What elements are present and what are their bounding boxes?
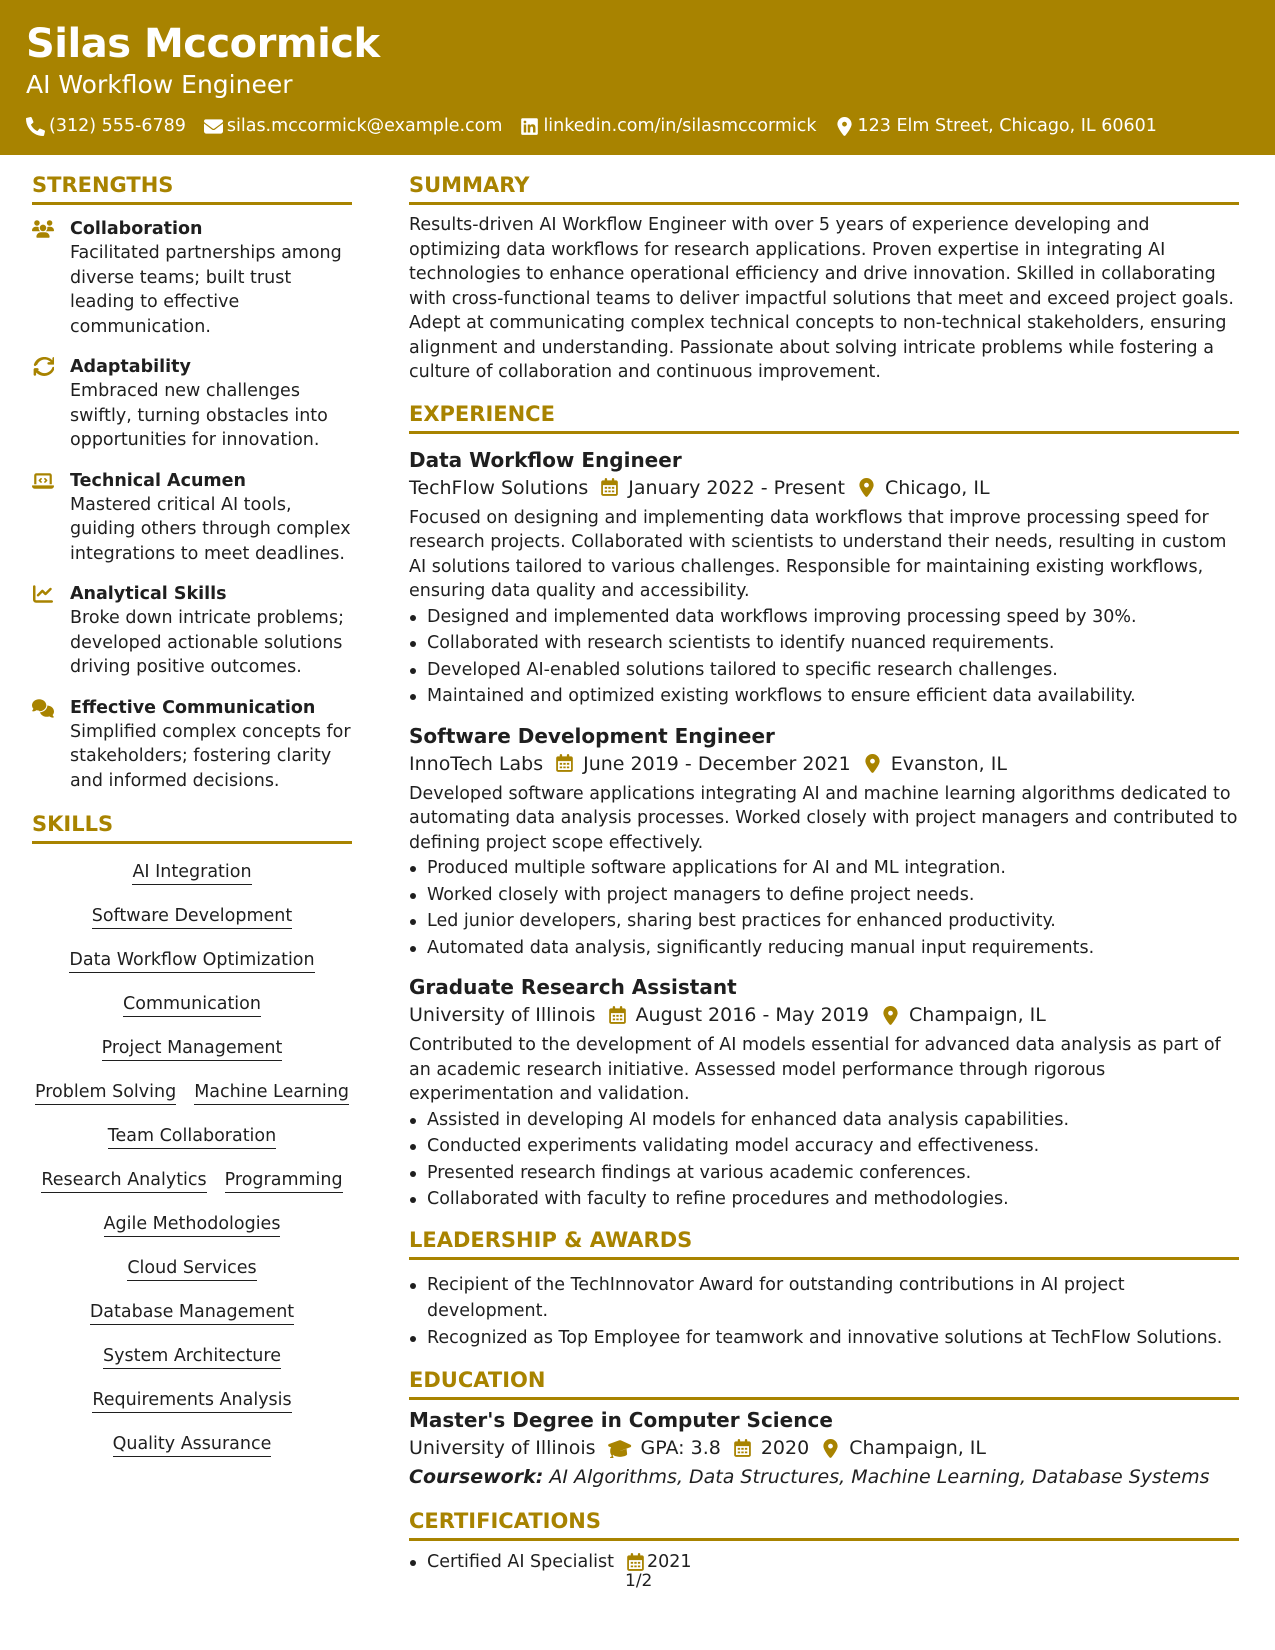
job-bullets [409, 855, 1239, 961]
cert-name: Certified AI Specialist [427, 1552, 614, 1572]
job-title: AI Workflow Engineer [26, 70, 293, 99]
education-location: Champaign, IL [849, 1437, 987, 1459]
comments-icon [32, 698, 54, 718]
job-position: Graduate Research Assistant [409, 975, 737, 999]
job-company: TechFlow Solutions [409, 476, 589, 499]
job-meta [409, 1001, 1239, 1029]
strength-item [32, 469, 352, 567]
skill-tag: Project Management [102, 1036, 283, 1061]
job-dates: June 2019 - December 2021 [583, 752, 851, 775]
users-icon [32, 219, 54, 239]
list-item: Designed and implemented data workflows improving processing speed by 30%. [409, 604, 1239, 631]
calendar-icon [626, 1553, 645, 1572]
job-description: Developed software applications integrating AI and machine learning algorithms dedicated to automating data analysis processes. Worked closely with project managers and contributed to defining project scope effectively. [409, 783, 1238, 853]
job-position: Software Development Engineer [409, 723, 775, 748]
contact-email[interactable] [204, 114, 503, 138]
job-bullets [409, 1107, 1239, 1213]
skills-list [32, 860, 352, 1457]
strength-item [32, 582, 352, 680]
map-pin-icon [857, 478, 876, 497]
address-text: 123 Elm Street, Chicago, IL 60601 [857, 116, 1157, 136]
job-entry [409, 973, 1239, 1213]
skill-tag: System Architecture [103, 1344, 281, 1369]
job-dates: August 2016 - May 2019 [635, 1004, 870, 1026]
strength-title: Technical Acumen [70, 470, 246, 491]
coursework-label: Coursework: [409, 1466, 544, 1488]
list-item: Recipient of the TechInnovator Award for outstanding contributions in AI project development. [409, 1272, 1239, 1325]
list-item: Produced multiple software applications for AI and ML integration. [409, 855, 1239, 882]
linkedin-icon [520, 117, 539, 136]
list-item: Worked closely with project managers to define project needs. [409, 882, 1239, 909]
job-location: Champaign, IL [909, 1004, 1046, 1026]
strength-desc: Mastered critical AI tools, guiding others through complex integrations to meet deadlines. [70, 494, 351, 564]
strength-item [32, 355, 352, 453]
job-entry [409, 446, 1239, 710]
education-meta [409, 1434, 1239, 1462]
job-meta [409, 750, 1239, 778]
skills-heading: SKILLS [32, 809, 352, 844]
map-pin-icon [821, 1439, 840, 1458]
calendar-icon [608, 1006, 627, 1025]
skill-tag: Quality Assurance [113, 1432, 272, 1457]
education-gpa: GPA: 3.8 [640, 1437, 721, 1459]
strength-title: Adaptability [70, 357, 191, 377]
job-entry [409, 722, 1239, 962]
calendar-icon [600, 478, 619, 497]
job-location: Chicago, IL [884, 476, 990, 499]
coursework-text: AI Algorithms, Data Structures, Machine Learning, Database Systems [549, 1466, 1210, 1488]
list-item: Conducted experiments validating model accuracy and effectiveness. [409, 1133, 1239, 1160]
strength-desc: Facilitated partnerships among diverse teams; built trust leading to effective communication. [70, 243, 342, 337]
skill-tag: Requirements Analysis [92, 1388, 291, 1413]
list-item: Led junior developers, sharing best practices for enhanced productivity. [409, 908, 1239, 935]
job-meta [409, 474, 1239, 502]
list-item: Collaborated with faculty to refine procedures and methodologies. [409, 1186, 1239, 1213]
strength-title: Analytical Skills [70, 584, 227, 604]
summary-text: Results-driven AI Workflow Engineer with over 5 years of experience developing and optimizing data workflows for research applications. Proven expertise in integrating AI technologies to enhance operational efficiency and drive innovation. Skilled in collaborating with cross-functional teams to deliver impactful solutions that meet and exceed project goals. Adept at communicating complex technical concepts to non-technical stakeholders, ensuring alignment and understanding. Passionate about solving intricate problems while fostering a culture of collaboration and continuous improvement. [409, 215, 1234, 382]
skill-tag: Machine Learning [194, 1080, 349, 1105]
phone-text: (312) 555-6789 [49, 116, 186, 136]
list-item: Collaborated with research scientists to identify nuanced requirements. [409, 630, 1239, 657]
left-column [32, 170, 352, 1457]
strength-item [32, 696, 352, 794]
contact-phone[interactable] [26, 114, 186, 138]
candidate-name: Silas Mccormick [26, 21, 380, 67]
list-item: Assisted in developing AI models for enhanced data analysis capabilities. [409, 1107, 1239, 1134]
strength-item [32, 217, 352, 339]
right-column [409, 170, 1239, 1576]
calendar-icon [555, 754, 574, 773]
skill-tag: Programming [225, 1168, 343, 1193]
strength-desc: Embraced new challenges swiftly, turning obstacles into opportunities for innovation. [70, 381, 328, 450]
strengths-heading: STRENGTHS [32, 170, 352, 205]
list-item: Presented research findings at various academic conferences. [409, 1160, 1239, 1187]
job-position: Data Workflow Engineer [409, 447, 682, 472]
education-year: 2020 [760, 1437, 810, 1459]
skill-tag: Research Analytics [41, 1168, 206, 1193]
job-description: Focused on designing and implementing data workflows that improve processing speed for research projects. Collaborated with scientists to understand their needs, resulting in custom AI solutions tailored to various challenges. Responsible for maintaining existing workflows, ensuring data quality and accessibility. [409, 507, 1227, 601]
sync-icon [32, 357, 54, 377]
skill-tag: Team Collaboration [108, 1124, 276, 1149]
strength-desc: Broke down intricate problems; developed actionable solutions driving positive outcomes. [70, 608, 344, 677]
skill-tag: AI Integration [132, 860, 251, 885]
contact-bar [26, 114, 1249, 138]
skill-tag: Database Management [90, 1300, 294, 1325]
list-item [409, 1549, 1239, 1576]
page-number: 1/2 [625, 1571, 653, 1591]
education-school: University of Illinois [409, 1437, 596, 1459]
graduation-cap-icon [608, 1439, 632, 1458]
contact-linkedin[interactable] [520, 114, 816, 138]
header [0, 0, 1275, 155]
linkedin-text: linkedin.com/in/silasmccormick [543, 116, 817, 136]
email-text: silas.mccormick@example.com [226, 116, 503, 136]
summary-heading: SUMMARY [409, 170, 1239, 205]
list-item: Maintained and optimized existing workflows to ensure efficient data availability. [409, 683, 1239, 710]
skill-tag: Problem Solving [35, 1080, 176, 1105]
education-degree: Master's Degree in Computer Science [409, 1408, 833, 1432]
list-item: Automated data analysis, significantly reducing manual input requirements. [409, 935, 1239, 962]
map-pin-icon [835, 117, 854, 136]
chart-line-icon [32, 584, 54, 604]
contact-address [835, 114, 1157, 138]
job-bullets [409, 604, 1239, 710]
calendar-icon [733, 1439, 752, 1458]
education-heading: EDUCATION [409, 1365, 1239, 1400]
job-company: University of Illinois [409, 1004, 596, 1026]
list-item: Recognized as Top Employee for teamwork and innovative solutions at TechFlow Solutions. [409, 1325, 1239, 1352]
skill-tag: Cloud Services [127, 1256, 256, 1281]
skill-tag: Software Development [92, 904, 293, 929]
certifications-heading: CERTIFICATIONS [409, 1506, 1239, 1541]
job-location: Evanston, IL [890, 752, 1007, 775]
phone-icon [26, 117, 45, 136]
certifications-list [409, 1549, 1239, 1576]
job-company: InnoTech Labs [409, 752, 544, 775]
strength-title: Effective Communication [70, 697, 316, 718]
list-item: Developed AI-enabled solutions tailored to specific research challenges. [409, 657, 1239, 684]
job-description: Contributed to the development of AI models essential for advanced data analysis as part of an academic research initiative. Assessed model performance through rigorous experimentation and validation. [409, 1035, 1221, 1104]
envelope-icon [204, 117, 223, 136]
education-coursework [409, 1462, 1239, 1492]
job-dates: January 2022 - Present [628, 476, 845, 499]
map-pin-icon [881, 1006, 900, 1025]
map-pin-icon [863, 754, 882, 773]
laptop-code-icon [32, 471, 54, 491]
skill-tag: Data Workflow Optimization [69, 948, 314, 973]
experience-heading: EXPERIENCE [409, 399, 1239, 434]
skill-tag: Communication [123, 992, 261, 1017]
awards-heading: LEADERSHIP & AWARDS [409, 1225, 1239, 1260]
awards-list [409, 1272, 1239, 1352]
cert-year: 2021 [646, 1552, 692, 1572]
strength-title: Collaboration [70, 219, 203, 239]
skill-tag: Agile Methodologies [104, 1212, 281, 1237]
strength-desc: Simplified complex concepts for stakeholders; fostering clarity and informed decisions. [70, 721, 351, 791]
